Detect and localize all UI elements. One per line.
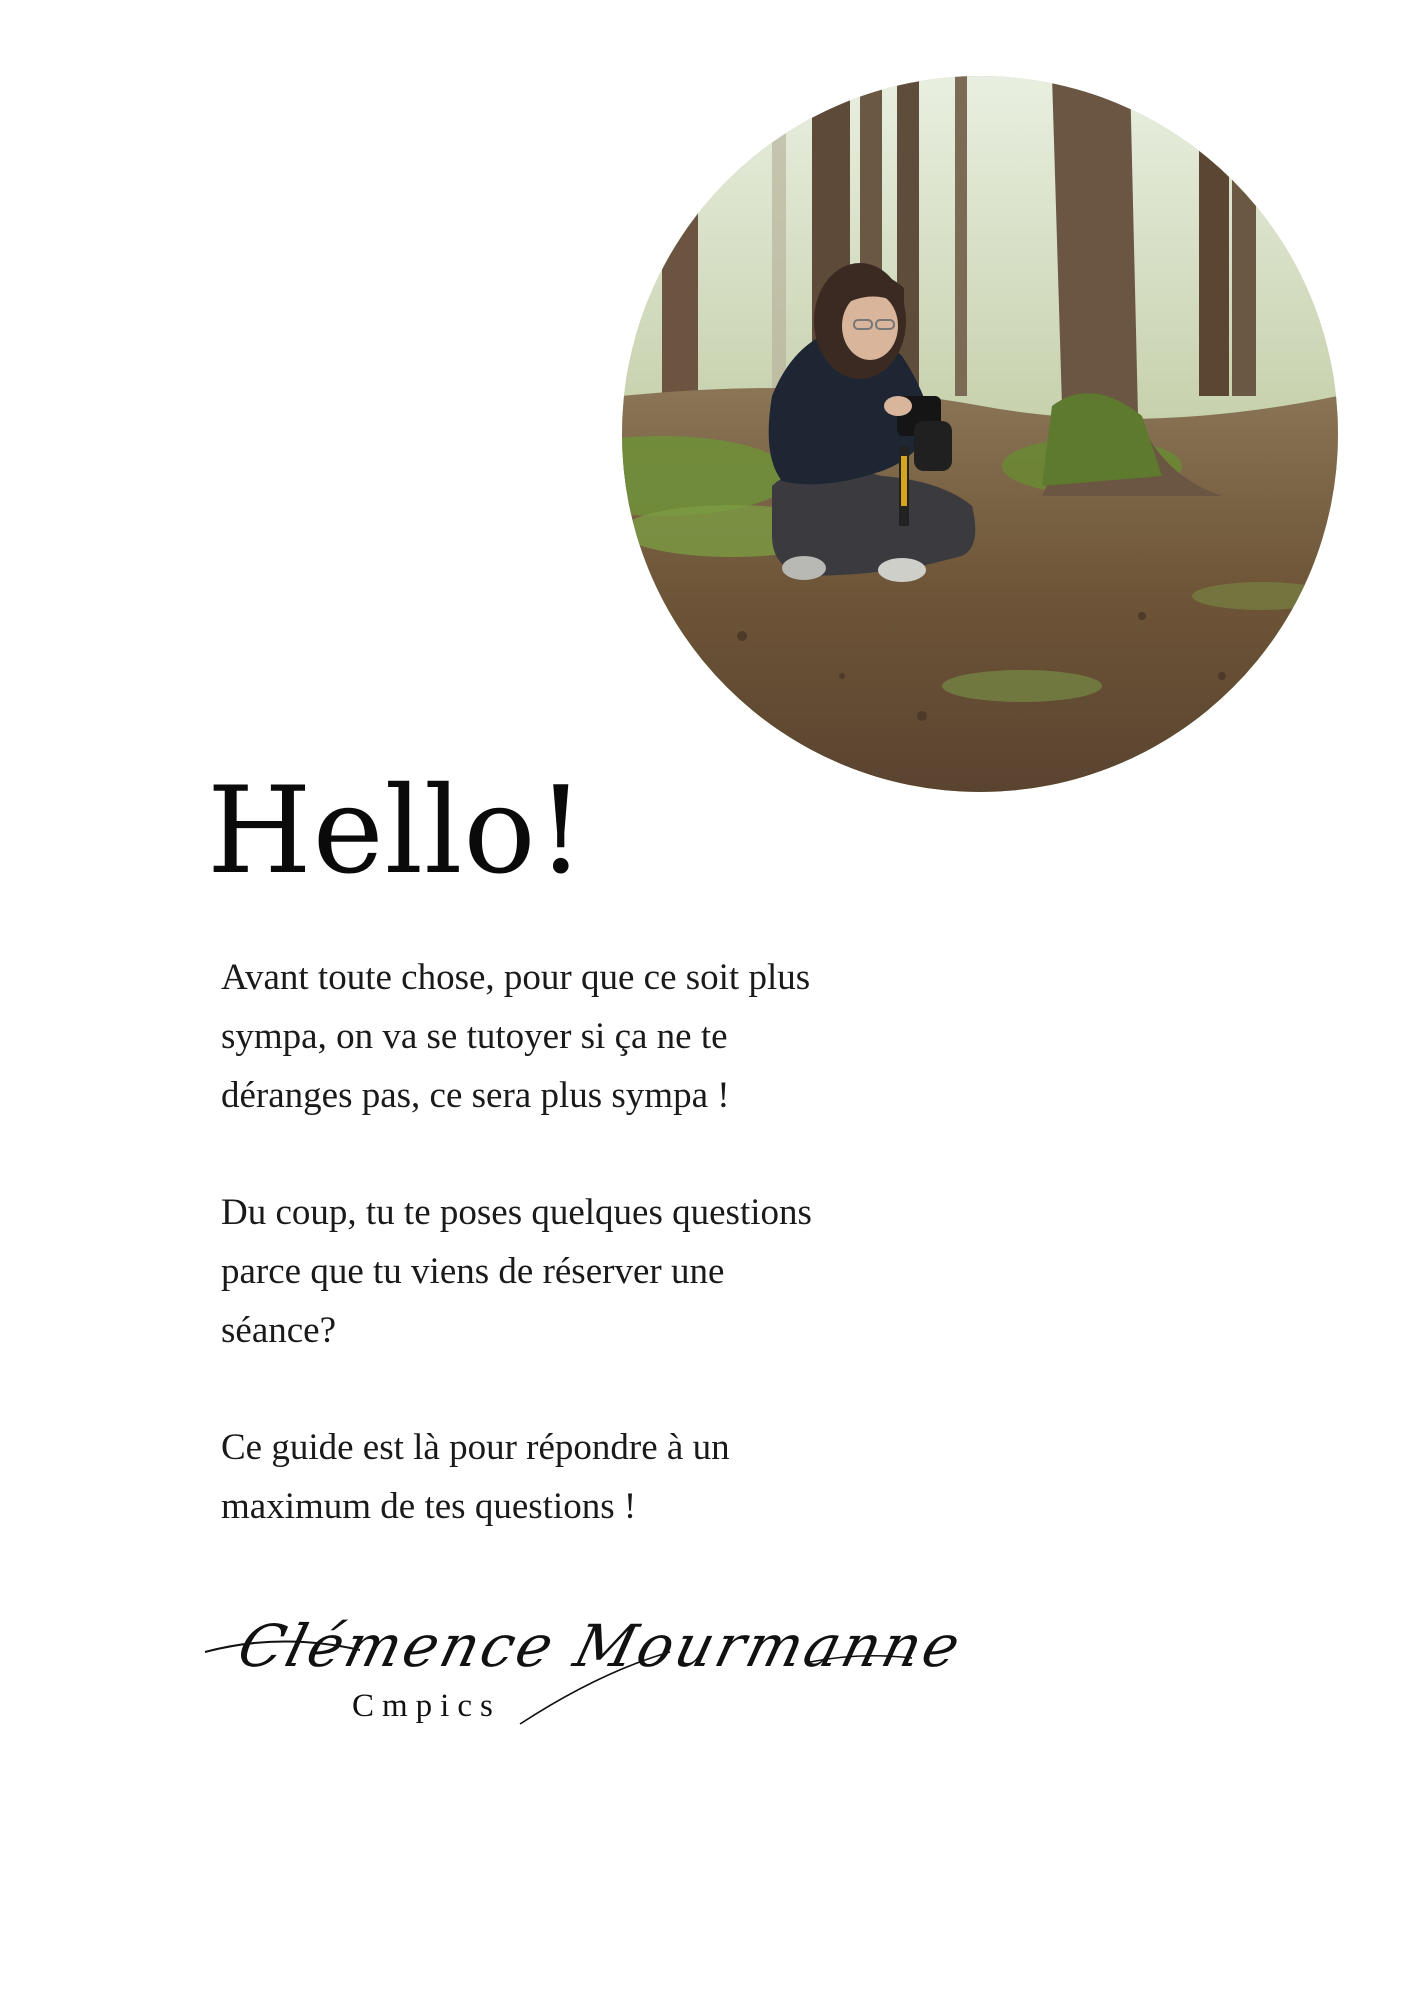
text-line: Du coup, tu te poses quelques questions (221, 1192, 812, 1233)
signature (200, 1612, 970, 1742)
text-line: déranges pas, ce sera plus sympa ! (221, 1075, 730, 1116)
text-line: parce que tu viens de réserver une (221, 1251, 725, 1292)
signature-name: Clémence Mourmanne (231, 1612, 970, 1680)
text-line: Ce guide est là pour répondre à un (221, 1427, 730, 1468)
paragraph-guide (221, 1418, 941, 1536)
brand-name: Cmpics (352, 1688, 501, 1724)
paragraph-tutoiement (221, 948, 941, 1125)
page-title: Hello! (207, 762, 586, 901)
text-line: séance? (221, 1310, 337, 1351)
intro-text (221, 948, 941, 1594)
paragraph-questions (221, 1183, 941, 1360)
text-line: Avant toute chose, pour que ce soit plus (221, 957, 811, 998)
text-line: maximum de tes questions ! (221, 1486, 637, 1527)
text-line: sympa, on va se tutoyer si ça ne te (221, 1016, 728, 1057)
photographer-portrait (622, 76, 1338, 792)
